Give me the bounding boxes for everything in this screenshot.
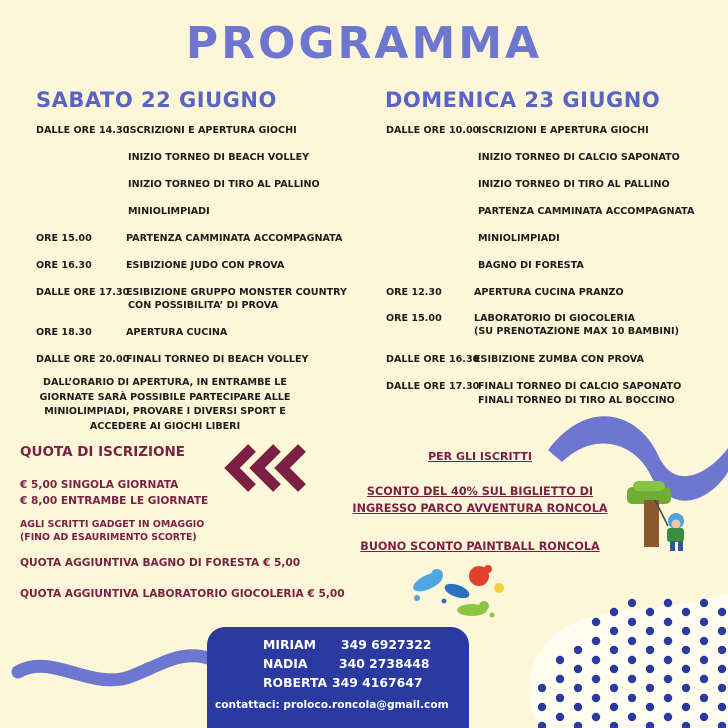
- schedule-activity: PARTENZA CAMMINATA ACCOMPAGNATA: [478, 206, 695, 217]
- dot: [664, 618, 672, 626]
- schedule-activity: APERTURA CUCINA: [126, 327, 228, 338]
- schedule-activity: PARTENZA CAMMINATA ACCOMPAGNATA: [126, 233, 343, 244]
- schedule-time: DALLE ORE 16.30: [386, 354, 480, 365]
- dot: [610, 703, 618, 711]
- dot: [646, 608, 654, 616]
- note-line: MINIOLIMPIADI, PROVARE I DIVERSI SPORT E: [44, 406, 286, 417]
- contact-name: ROBERTA: [263, 675, 328, 690]
- dot: [538, 703, 546, 711]
- schedule-time: DALLE ORE 14.30: [36, 125, 130, 136]
- dot: [556, 675, 564, 683]
- gadget-note-detail: (FINO AD ESAURIMENTO SCORTE): [20, 532, 197, 543]
- dot: [646, 646, 654, 654]
- note-line: GIORNATE SARÀ POSSIBILE PARTECIPARE ALLE: [39, 391, 291, 403]
- dot: [718, 627, 726, 635]
- offer-paintball: BUONO SCONTO PAINTBALL RONCOLA: [360, 540, 600, 553]
- dot: [592, 656, 600, 664]
- dot: [592, 637, 600, 645]
- note-line: DALL’ORARIO DI APERTURA, IN ENTRAMBE LE: [43, 377, 287, 388]
- schedule-activity: ISCRIZIONI E APERTURA GIOCHI: [478, 125, 649, 136]
- dot: [610, 646, 618, 654]
- dot: [664, 656, 672, 664]
- contact-phone: 349 6927322: [341, 637, 432, 652]
- quota-title: QUOTA DI ISCRIZIONE: [20, 444, 186, 460]
- dot: [718, 646, 726, 654]
- schedule-activity: INIZIO TORNEO DI BEACH VOLLEY: [128, 152, 310, 163]
- offer-parco-line2: INGRESSO PARCO AVVENTURA RONCOLA: [352, 502, 608, 515]
- schedule-activity: ISCRIZIONI E APERTURA GIOCHI: [126, 125, 297, 136]
- dot: [610, 665, 618, 673]
- dot: [574, 646, 582, 654]
- saturday-heading: SABATO 22 GIUGNO: [36, 88, 277, 112]
- dot: [646, 627, 654, 635]
- dot: [646, 665, 654, 673]
- dot: [682, 627, 690, 635]
- schedule-time: ORE 15.00: [36, 233, 92, 244]
- dot: [682, 703, 690, 711]
- quota-single-day: € 5,00 SINGOLA GIORNATA: [20, 479, 179, 491]
- note-line: ACCEDERE AI GIOCHI LIBERI: [89, 420, 241, 432]
- schedule-activity: BAGNO DI FORESTA: [478, 260, 584, 271]
- dot: [628, 637, 636, 645]
- dot: [700, 637, 708, 645]
- schedule-activity: FINALI TORNEO DI BEACH VOLLEY: [126, 354, 309, 365]
- dot: [628, 675, 636, 683]
- dot: [628, 599, 636, 607]
- dot: [646, 684, 654, 692]
- schedule-time: DALLE ORE 20.00: [36, 354, 130, 365]
- dot: [682, 665, 690, 673]
- schedule-activity: APERTURA CUCINA PRANZO: [474, 287, 624, 298]
- dot: [718, 608, 726, 616]
- dot: [574, 684, 582, 692]
- dot: [718, 703, 726, 711]
- schedule-activity: FINALI TORNEO DI CALCIO SAPONATO: [478, 381, 682, 392]
- schedule-time: ORE 15.00: [386, 313, 442, 324]
- dot: [592, 694, 600, 702]
- dot: [664, 675, 672, 683]
- dot: [700, 713, 708, 721]
- schedule-time: ORE 12.30: [386, 287, 442, 298]
- dot: [628, 713, 636, 721]
- schedule-activity-detail: (SU PRENOTAZIONE MAX 10 BAMBINI): [474, 326, 679, 337]
- dot: [574, 665, 582, 673]
- dot: [556, 656, 564, 664]
- dot: [538, 684, 546, 692]
- sunday-heading: DOMENICA 23 GIUGNO: [385, 88, 661, 112]
- schedule-activity: INIZIO TORNEO DI TIRO AL PALLINO: [128, 179, 320, 190]
- contact-email: contattaci: proloco.roncola@gmail.com: [215, 699, 449, 711]
- quota-extra-foresta: QUOTA AGGIUNTIVA BAGNO DI FORESTA € 5,00: [20, 557, 301, 569]
- schedule-activity-detail: FINALI TORNEO DI TIRO AL BOCCINO: [478, 395, 675, 406]
- schedule-time: DALLE ORE 17.30: [36, 287, 130, 298]
- dot: [682, 608, 690, 616]
- dot: [574, 703, 582, 711]
- dot: [628, 618, 636, 626]
- dot: [664, 637, 672, 645]
- schedule-activity: ESIBIZIONE JUDO CON PROVA: [126, 260, 285, 271]
- schedule-activity: INIZIO TORNEO DI TIRO AL PALLINO: [478, 179, 670, 190]
- dot: [664, 713, 672, 721]
- dot: [592, 618, 600, 626]
- dot: [628, 656, 636, 664]
- contact-box: [207, 627, 469, 728]
- dot: [610, 608, 618, 616]
- schedule-activity-detail: CON POSSIBILITA’ DI PROVA: [128, 300, 278, 311]
- schedule-time: ORE 16.30: [36, 260, 92, 271]
- dot: [610, 627, 618, 635]
- schedule-activity: MINIOLIMPIADI: [478, 233, 560, 244]
- contact-phone: 349 4167647: [332, 675, 423, 690]
- dot: [700, 618, 708, 626]
- dot: [556, 694, 564, 702]
- dot: [718, 665, 726, 673]
- schedule-activity: ESIBIZIONE GRUPPO MONSTER COUNTRY: [126, 287, 347, 298]
- wave-decoration-left: [18, 656, 208, 680]
- dot: [628, 694, 636, 702]
- contact-name: NADIA: [263, 656, 308, 671]
- page-title: PROGRAMMA: [185, 18, 543, 69]
- miniolimpiadi-note: [30, 376, 300, 434]
- dot: [664, 599, 672, 607]
- schedule-activity: INIZIO TORNEO DI CALCIO SAPONATO: [478, 152, 680, 163]
- gadget-note: AGLI SCRITTI GADGET IN OMAGGIO: [20, 519, 205, 530]
- contact-name: MIRIAM: [263, 637, 317, 652]
- offer-parco-line1: SCONTO DEL 40% SUL BIGLIETTO DI: [366, 485, 594, 498]
- paint-splash-icon: [411, 565, 504, 618]
- schedule-activity: LABORATORIO DI GIOCOLERIA: [474, 313, 635, 324]
- schedule-activity: MINIOLIMPIADI: [128, 206, 210, 217]
- dot: [610, 684, 618, 692]
- dot: [700, 694, 708, 702]
- schedule-activity: ESIBIZIONE ZUMBA CON PROVA: [474, 354, 644, 365]
- dot: [682, 684, 690, 692]
- dot: [700, 656, 708, 664]
- dot: [664, 694, 672, 702]
- schedule-time: DALLE ORE 17.30: [386, 381, 480, 392]
- contact-phone: 340 2738448: [339, 656, 430, 671]
- dot: [700, 675, 708, 683]
- triple-chevron-left-icon: [232, 448, 302, 488]
- quota-extra-giocoleria: QUOTA AGGIUNTIVA LABORATORIO GIOCOLERIA € 5,00: [20, 588, 345, 600]
- dot: [592, 713, 600, 721]
- dot: [646, 703, 654, 711]
- schedule-time: ORE 18.30: [36, 327, 92, 338]
- dot: [556, 713, 564, 721]
- schedule-time: DALLE ORE 10.00: [386, 125, 480, 136]
- dot: [700, 599, 708, 607]
- dot: [682, 646, 690, 654]
- dot: [718, 684, 726, 692]
- quota-both-days: € 8,00 ENTRAMBE LE GIORNATE: [20, 495, 209, 507]
- iscritti-title: PER GLI ISCRITTI: [428, 450, 532, 463]
- dot: [592, 675, 600, 683]
